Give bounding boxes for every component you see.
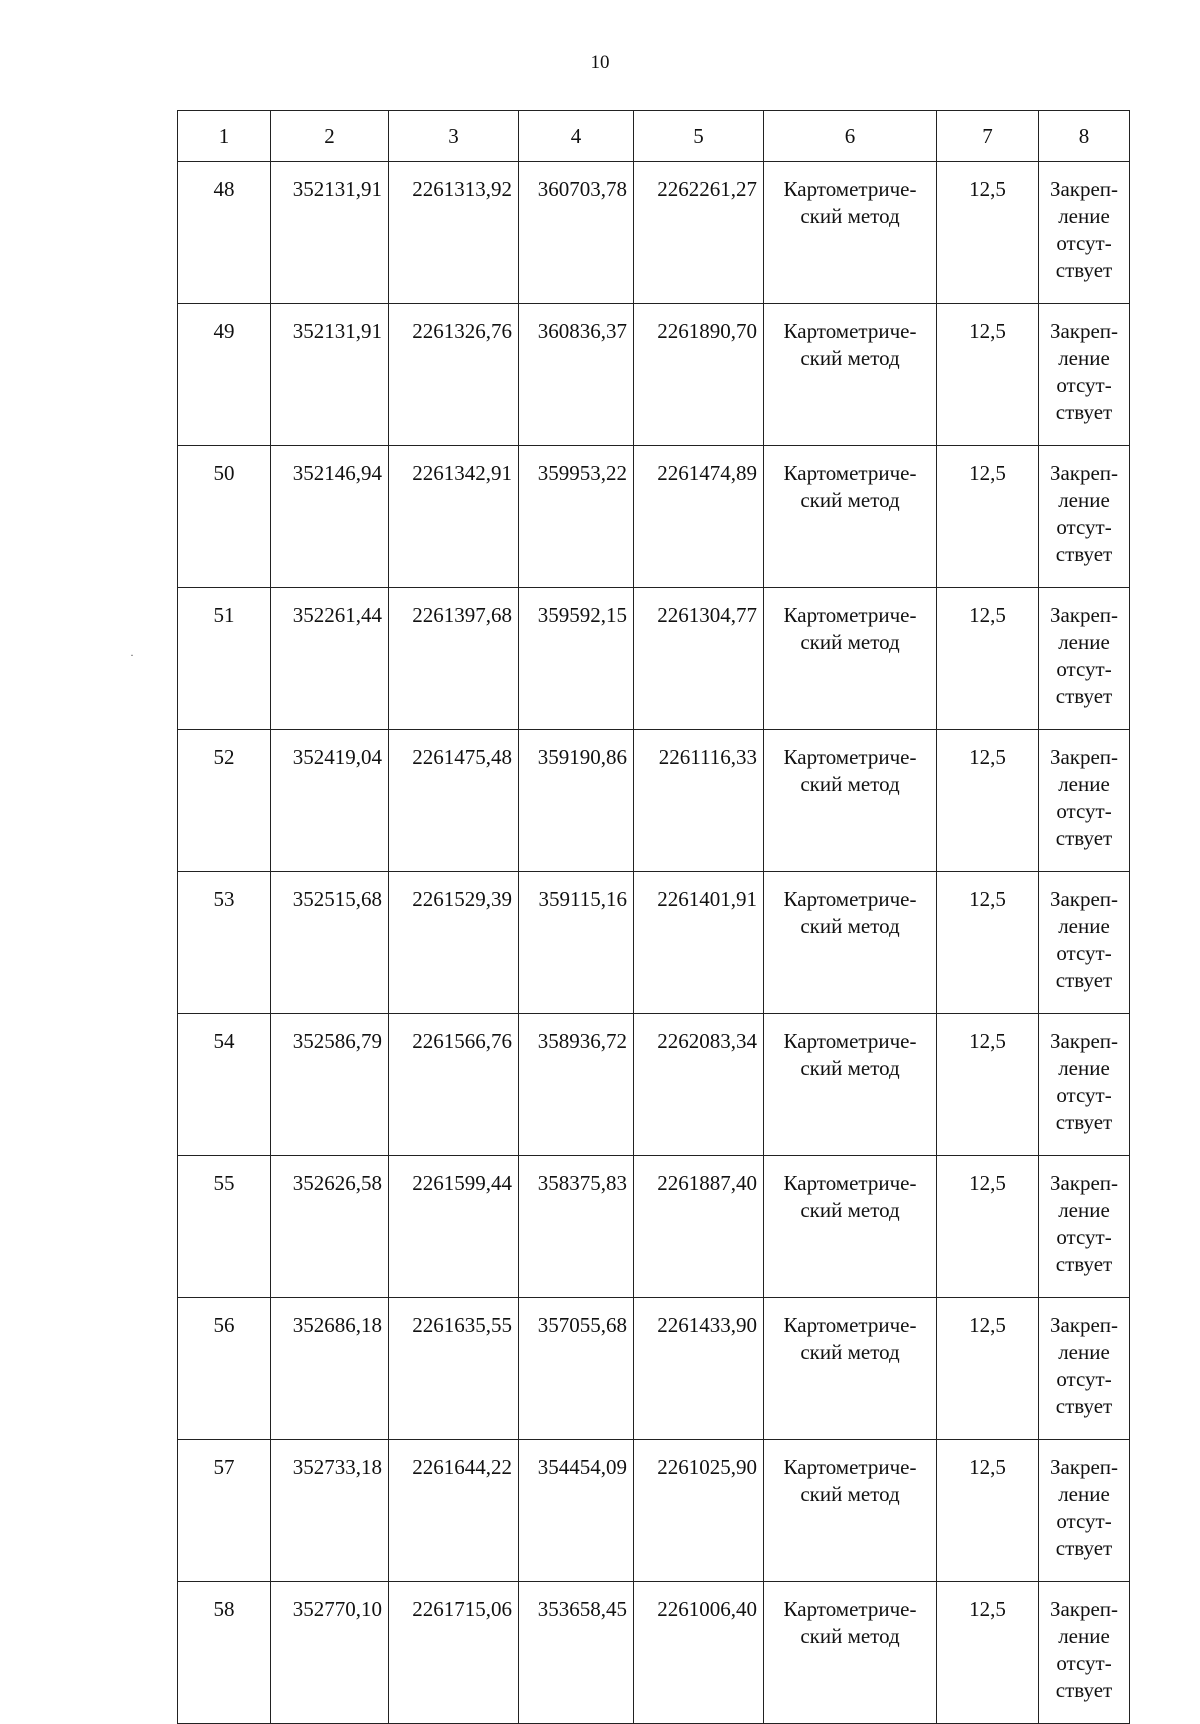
- cell-text: 2261342,91: [412, 461, 512, 485]
- cell-text: Закреп- ление отсут- ствует: [1049, 461, 1119, 566]
- table-body: [178, 111, 1130, 1724]
- cell-text: 12,5: [969, 177, 1006, 201]
- cell-text: Картометриче- ский метод: [783, 887, 917, 938]
- cell-text: 352131,91: [292, 177, 382, 201]
- cell-text: 352626,58: [292, 1171, 382, 1195]
- x-coordinate-cell: [271, 162, 389, 304]
- fixation-cell: [1039, 872, 1130, 1014]
- method-cell: [764, 1298, 937, 1440]
- method-cell: [764, 1582, 937, 1724]
- cell-text: 2261397,68: [412, 603, 512, 627]
- y2-coordinate-cell: [634, 162, 764, 304]
- cell-text: 55: [213, 1171, 235, 1195]
- y-coordinate-cell: [389, 1156, 519, 1298]
- x2-coordinate-cell: [519, 446, 634, 588]
- x-coordinate-cell: [271, 872, 389, 1014]
- table-header-row: [178, 111, 1130, 162]
- cell-text: 352733,18: [292, 1455, 382, 1479]
- cell-text: Картометриче- ский метод: [783, 745, 917, 796]
- cell-text: Закреп- ление отсут- ствует: [1049, 603, 1119, 708]
- y-coordinate-cell: [389, 1014, 519, 1156]
- y2-coordinate-cell: [634, 730, 764, 872]
- cell-text: 2261116,33: [658, 745, 757, 769]
- cell-text: 352261,44: [292, 603, 382, 627]
- table-row: [178, 1440, 1130, 1582]
- y2-coordinate-cell: [634, 1298, 764, 1440]
- table-row: [178, 446, 1130, 588]
- x2-coordinate-cell: [519, 162, 634, 304]
- cell-text: 2261326,76: [412, 319, 512, 343]
- point-number-cell: [178, 446, 271, 588]
- accuracy-cell: [937, 1014, 1039, 1156]
- cell-text: 50: [213, 461, 235, 485]
- cell-text: Закреп- ление отсут- ствует: [1049, 177, 1119, 282]
- accuracy-cell: [937, 872, 1039, 1014]
- accuracy-cell: [937, 446, 1039, 588]
- method-cell: [764, 872, 937, 1014]
- y-coordinate-cell: [389, 872, 519, 1014]
- y-coordinate-cell: [389, 446, 519, 588]
- cell-text: 57: [213, 1455, 235, 1479]
- table-row: [178, 588, 1130, 730]
- y2-coordinate-cell: [634, 1156, 764, 1298]
- cell-text: 12,5: [969, 603, 1006, 627]
- fixation-cell: [1039, 1014, 1130, 1156]
- cell-text: 352770,10: [292, 1597, 382, 1621]
- point-number-cell: [178, 1298, 271, 1440]
- y-coordinate-cell: [389, 1440, 519, 1582]
- x-coordinate-cell: [271, 446, 389, 588]
- method-cell: [764, 1014, 937, 1156]
- table-row: [178, 1582, 1130, 1724]
- cell-text: Закреп- ление отсут- ствует: [1049, 1029, 1119, 1134]
- accuracy-cell: [937, 588, 1039, 730]
- x-coordinate-cell: [271, 1298, 389, 1440]
- method-cell: [764, 730, 937, 872]
- cell-text: 58: [213, 1597, 235, 1621]
- fixation-cell: [1039, 1440, 1130, 1582]
- cell-text: 2261715,06: [412, 1597, 512, 1621]
- cell-text: 2261474,89: [657, 461, 757, 485]
- cell-text: 12,5: [969, 319, 1006, 343]
- fixation-cell: [1039, 730, 1130, 872]
- cell-text: Картометриче- ский метод: [783, 1455, 917, 1506]
- cell-text: Картометриче- ский метод: [783, 1029, 917, 1080]
- y2-coordinate-cell: [634, 304, 764, 446]
- accuracy-cell: [937, 304, 1039, 446]
- cell-text: 53: [213, 887, 235, 911]
- cell-text: 2261025,90: [657, 1455, 757, 1479]
- cell-text: 352419,04: [292, 745, 382, 769]
- fixation-cell: [1039, 162, 1130, 304]
- cell-text: 12,5: [969, 1455, 1006, 1479]
- cell-text: 2261635,55: [412, 1313, 512, 1337]
- header-cell: 3: [389, 111, 519, 162]
- cell-text: 52: [213, 745, 235, 769]
- cell-text: Картометриче- ский метод: [783, 461, 917, 512]
- table-row: [178, 872, 1130, 1014]
- y2-coordinate-cell: [634, 1440, 764, 1582]
- y-coordinate-cell: [389, 588, 519, 730]
- x2-coordinate-cell: [519, 588, 634, 730]
- cell-text: 12,5: [969, 887, 1006, 911]
- cell-text: 2261890,70: [657, 319, 757, 343]
- cell-text: 12,5: [969, 745, 1006, 769]
- accuracy-cell: [937, 730, 1039, 872]
- point-number-cell: [178, 1440, 271, 1582]
- cell-text: 2261433,90: [657, 1313, 757, 1337]
- cell-text: 2261304,77: [657, 603, 757, 627]
- header-cell: 2: [271, 111, 389, 162]
- cell-text: 12,5: [969, 1313, 1006, 1337]
- cell-text: 12,5: [969, 461, 1006, 485]
- method-cell: [764, 446, 937, 588]
- scan-speck: ·: [130, 648, 134, 662]
- x2-coordinate-cell: [519, 872, 634, 1014]
- x2-coordinate-cell: [519, 1156, 634, 1298]
- cell-text: 359592,15: [537, 603, 627, 627]
- cell-text: 352686,18: [292, 1313, 382, 1337]
- cell-text: 49: [213, 319, 235, 343]
- x2-coordinate-cell: [519, 1298, 634, 1440]
- cell-text: Закреп- ление отсут- ствует: [1049, 1171, 1119, 1276]
- cell-text: 2261401,91: [657, 887, 757, 911]
- cell-text: 2261313,92: [412, 177, 512, 201]
- table-row: [178, 1298, 1130, 1440]
- cell-text: Закреп- ление отсут- ствует: [1049, 1597, 1119, 1702]
- cell-text: 2261566,76: [412, 1029, 512, 1053]
- y-coordinate-cell: [389, 1582, 519, 1724]
- accuracy-cell: [937, 162, 1039, 304]
- cell-text: Закреп- ление отсут- ствует: [1049, 1455, 1119, 1560]
- y2-coordinate-cell: [634, 1582, 764, 1724]
- x2-coordinate-cell: [519, 304, 634, 446]
- cell-text: 360836,37: [537, 319, 627, 343]
- fixation-cell: [1039, 1156, 1130, 1298]
- cell-text: Закреп- ление отсут- ствует: [1049, 745, 1119, 850]
- cell-text: 2262083,34: [657, 1029, 757, 1053]
- method-cell: [764, 1156, 937, 1298]
- y2-coordinate-cell: [634, 1014, 764, 1156]
- x-coordinate-cell: [271, 304, 389, 446]
- cell-text: 12,5: [969, 1597, 1006, 1621]
- cell-text: 2262261,27: [657, 177, 757, 201]
- table-row: [178, 1014, 1130, 1156]
- y-coordinate-cell: [389, 730, 519, 872]
- method-cell: [764, 1440, 937, 1582]
- cell-text: Картометриче- ский метод: [783, 1313, 917, 1364]
- cell-text: 358936,72: [537, 1029, 627, 1053]
- cell-text: 359953,22: [537, 461, 627, 485]
- accuracy-cell: [937, 1582, 1039, 1724]
- fixation-cell: [1039, 1298, 1130, 1440]
- accuracy-cell: [937, 1440, 1039, 1582]
- page-number: 10: [590, 52, 610, 73]
- x2-coordinate-cell: [519, 1014, 634, 1156]
- cell-text: 12,5: [969, 1171, 1006, 1195]
- method-cell: [764, 588, 937, 730]
- x-coordinate-cell: [271, 1440, 389, 1582]
- x-coordinate-cell: [271, 730, 389, 872]
- cell-text: 2261006,40: [657, 1597, 757, 1621]
- cell-text: Картометриче- ский метод: [783, 177, 917, 228]
- fixation-cell: [1039, 588, 1130, 730]
- point-number-cell: [178, 1156, 271, 1298]
- point-number-cell: [178, 730, 271, 872]
- fixation-cell: [1039, 446, 1130, 588]
- y2-coordinate-cell: [634, 872, 764, 1014]
- header-cell: 7: [937, 111, 1039, 162]
- cell-text: Закреп- ление отсут- ствует: [1049, 887, 1119, 992]
- point-number-cell: [178, 588, 271, 730]
- cell-text: 56: [213, 1313, 235, 1337]
- cell-text: 54: [213, 1029, 235, 1053]
- x-coordinate-cell: [271, 588, 389, 730]
- cell-text: 352515,68: [292, 887, 382, 911]
- cell-text: 360703,78: [537, 177, 627, 201]
- header-cell: 5: [634, 111, 764, 162]
- fixation-cell: [1039, 304, 1130, 446]
- cell-text: Картометриче- ский метод: [783, 1597, 917, 1648]
- point-number-cell: [178, 872, 271, 1014]
- cell-text: 2261599,44: [412, 1171, 512, 1195]
- accuracy-cell: [937, 1298, 1039, 1440]
- header-cell: 1: [178, 111, 271, 162]
- cell-text: 353658,45: [537, 1597, 627, 1621]
- cell-text: 2261475,48: [412, 745, 512, 769]
- fixation-cell: [1039, 1582, 1130, 1724]
- header-cell: 4: [519, 111, 634, 162]
- method-cell: [764, 304, 937, 446]
- cell-text: Картометриче- ский метод: [783, 603, 917, 654]
- point-number-cell: [178, 1014, 271, 1156]
- y-coordinate-cell: [389, 304, 519, 446]
- cell-text: 352146,94: [292, 461, 382, 485]
- point-number-cell: [178, 1582, 271, 1724]
- accuracy-cell: [937, 1156, 1039, 1298]
- cell-text: 2261887,40: [657, 1171, 757, 1195]
- x-coordinate-cell: [271, 1156, 389, 1298]
- cell-text: 352586,79: [292, 1029, 382, 1053]
- table-row: [178, 730, 1130, 872]
- header-cell: 6: [764, 111, 937, 162]
- cell-text: 359115,16: [538, 887, 627, 911]
- cell-text: Закреп- ление отсут- ствует: [1049, 1313, 1119, 1418]
- cell-text: 12,5: [969, 1029, 1006, 1053]
- cell-text: 358375,83: [537, 1171, 627, 1195]
- cell-text: Картометриче- ский метод: [783, 319, 917, 370]
- table-row: [178, 1156, 1130, 1298]
- cell-text: 359190,86: [537, 745, 627, 769]
- cell-text: Картометриче- ский метод: [783, 1171, 917, 1222]
- cell-text: Закреп- ление отсут- ствует: [1049, 319, 1119, 424]
- coordinates-table: [177, 110, 1130, 1724]
- x-coordinate-cell: [271, 1014, 389, 1156]
- point-number-cell: [178, 304, 271, 446]
- method-cell: [764, 162, 937, 304]
- y2-coordinate-cell: [634, 588, 764, 730]
- cell-text: 51: [213, 603, 235, 627]
- y-coordinate-cell: [389, 1298, 519, 1440]
- cell-text: 2261644,22: [412, 1455, 512, 1479]
- x2-coordinate-cell: [519, 1582, 634, 1724]
- cell-text: 357055,68: [537, 1313, 627, 1337]
- y-coordinate-cell: [389, 162, 519, 304]
- table-row: [178, 304, 1130, 446]
- cell-text: 2261529,39: [412, 887, 512, 911]
- cell-text: 354454,09: [537, 1455, 627, 1479]
- cell-text: 352131,91: [292, 319, 382, 343]
- table-row: [178, 162, 1130, 304]
- x2-coordinate-cell: [519, 1440, 634, 1582]
- cell-text: 48: [213, 177, 235, 201]
- y2-coordinate-cell: [634, 446, 764, 588]
- header-cell: 8: [1039, 111, 1130, 162]
- x2-coordinate-cell: [519, 730, 634, 872]
- x-coordinate-cell: [271, 1582, 389, 1724]
- point-number-cell: [178, 162, 271, 304]
